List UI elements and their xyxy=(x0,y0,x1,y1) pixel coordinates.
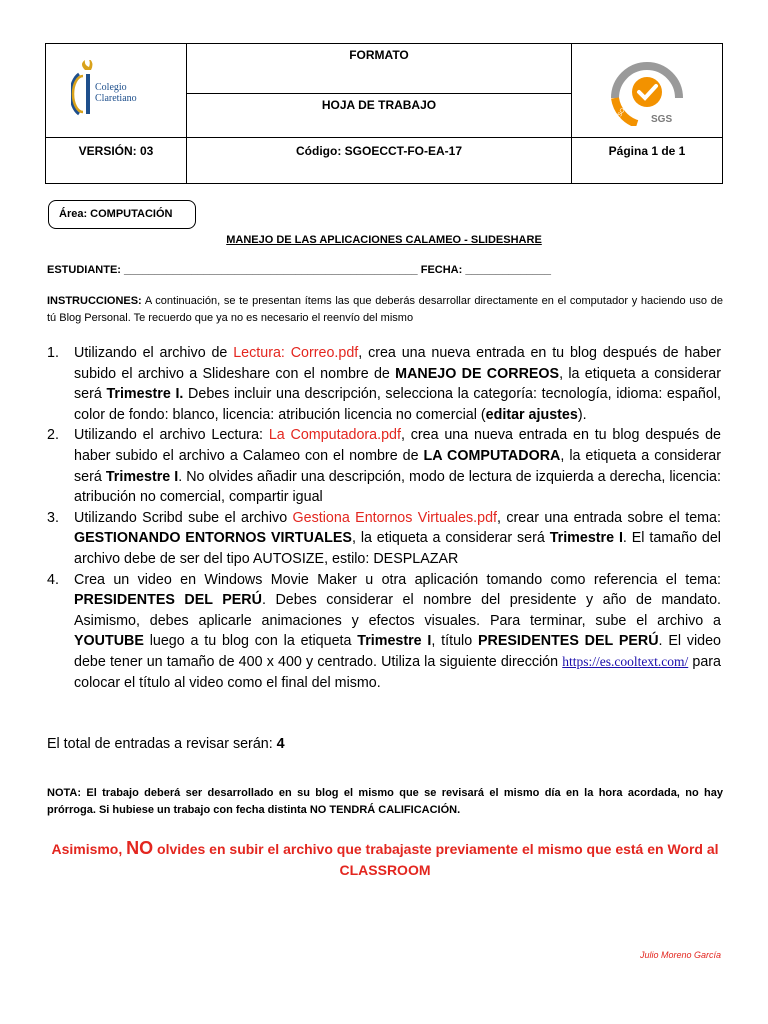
task-text: . Debes considerar el nombre del presidente y año de mandato. Asimismo, debes aplicarle animaciones y efectos visuales. Para terminar, sube el archivo a xyxy=(74,592,722,629)
task-bold: PRESIDENTES DEL PERÚ xyxy=(74,592,262,609)
task-list xyxy=(47,343,721,693)
instructions-label: INSTRUCCIONES: xyxy=(47,295,142,307)
student-blank: ________________________________________________ xyxy=(124,264,418,276)
task-text: . El tamaño del archivo debe de ser del tipo AUTOSIZE, estilo: DESPLAZAR xyxy=(74,530,721,567)
formato-label: FORMATO xyxy=(349,48,409,62)
total-value: 4 xyxy=(276,736,285,752)
task-item-3 xyxy=(47,508,721,570)
logo-text-line2: Claretiano xyxy=(95,93,137,104)
fecha-label: FECHA: xyxy=(420,264,463,276)
colegio-claretiano-logo xyxy=(71,60,161,120)
header-table xyxy=(45,43,723,184)
task-text: Utilizando el archivo de xyxy=(74,345,234,361)
task-text: , crear una entrada sobre el tema: xyxy=(497,509,721,526)
fecha-blank: ______________ xyxy=(465,264,552,276)
hoja-label: HOJA DE TRABAJO xyxy=(321,97,437,112)
page-title: MANEJO DE LAS APLICACIONES CALAMEO - SLIDESHARE xyxy=(226,234,542,246)
file-name-red: Gestiona Entornos Virtuales.pdf xyxy=(292,509,498,526)
task-bold: GESTIONANDO ENTORNOS VIRTUALES xyxy=(74,530,352,547)
task-bold: editar ajustes xyxy=(485,406,578,423)
total-entries xyxy=(47,736,285,752)
area-box: Área: COMPUTACIÓN xyxy=(48,200,196,229)
certification-logo-cell xyxy=(572,44,723,138)
total-text: El total de entradas a revisar serán: xyxy=(47,736,277,752)
codigo-label: Código: SGOECCT-FO-EA-17 xyxy=(296,143,462,158)
task-text: , título xyxy=(431,633,478,650)
iso-ring-text: ISO 9001 xyxy=(616,94,635,120)
task-number: 1. xyxy=(47,345,59,361)
task-number: 3. xyxy=(47,509,59,526)
task-bold: Trimestre I. xyxy=(106,386,184,403)
task-text: , crea una nueva entrada en tu blog después de haber subido el archivo a Calameo con el nombre de xyxy=(74,427,721,464)
student-label: ESTUDIANTE: xyxy=(47,264,121,276)
task-text: , la etiqueta a considerar será xyxy=(74,447,721,485)
task-bold: MANEJO DE CORREOS xyxy=(395,365,560,382)
task-text: , la etiqueta a considerar será xyxy=(351,530,550,547)
task-text: Debes incluir una descripción, selecciona la categoría: tecnología, idioma: español, color de fondo: blanco, licencia: atribución licencia no comercial ( xyxy=(74,386,721,423)
task-text: . No olvides añadir una descripción, modo de lectura de izquierda a derecha, licencia: atribución no comercial, compartir igual xyxy=(74,468,721,506)
task-bold: Trimestre I xyxy=(105,468,179,485)
task-bold: Trimestre I xyxy=(549,530,623,547)
task-text: . El video debe tener un tamaño de 400 x 400 y centrado. Utiliza la siguiente dirección xyxy=(74,633,722,670)
task-text: , crea una nueva entrada en tu blog después de haber subido el archivo a Slideshare con el nombre de xyxy=(74,345,721,382)
task-item-1 xyxy=(47,343,721,425)
note: NOTA: El trabajo deberá ser desarrollado en su blog el mismo que se revisará el mismo día en la hora acordada, no hay prórroga. Si hubiese un trabajo con fecha distinta NO TENDRÁ CALIFICACIÓN. xyxy=(47,787,723,816)
task-text: Utilizando Scribd sube el archivo xyxy=(74,509,293,526)
task-text: ). xyxy=(577,406,587,423)
task-text: Crea un video en Windows Movie Maker u otra aplicación tomando como referencia el tema: xyxy=(74,571,721,588)
task-text: , la etiqueta a considerar será xyxy=(74,365,721,403)
task-item-2 xyxy=(47,425,721,507)
classroom-reminder xyxy=(47,838,723,881)
pagina-cell xyxy=(572,137,723,183)
instructions-text: A continuación, se te presentan ítems las que deberás desarrollar directamente en el computador y haciendo uso de tú Blog Personal. Te recuerdo que ya no es necesario el reenvío del mismo xyxy=(47,295,723,324)
file-name-red: La Computadora.pdf xyxy=(268,427,401,444)
hoja-cell xyxy=(187,93,572,137)
author-signature: Julio Moreno García xyxy=(639,950,721,960)
codigo-cell xyxy=(187,137,572,183)
task-text: para colocar el título al video como el final del mismo. xyxy=(74,653,721,691)
task-bold: LA COMPUTADORA xyxy=(423,447,561,464)
file-name-red: Lectura: Correo.pdf xyxy=(233,345,359,361)
cooltext-link[interactable]: https://es.cooltext.com/ xyxy=(562,653,689,669)
task-bold: Trimestre I xyxy=(357,633,432,650)
student-line xyxy=(47,264,551,276)
instructions xyxy=(47,293,723,327)
reminder-text: Asimismo, xyxy=(51,841,127,857)
reminder-text: olvides en subir el archivo que trabajaste previamente el mismo que está en Word al CLASSROOM xyxy=(153,841,719,878)
version-label: VERSIÓN: 03 xyxy=(78,143,154,158)
sgs-text: SGS xyxy=(651,114,673,125)
school-logo-cell xyxy=(46,44,187,138)
version-cell xyxy=(46,137,187,183)
task-number: 2. xyxy=(47,427,59,444)
sgs-iso-certification-logo xyxy=(607,54,687,126)
task-text: luego a tu blog con la etiqueta xyxy=(143,633,358,650)
task-number: 4. xyxy=(47,571,59,588)
pagina-label: Página 1 de 1 xyxy=(608,143,686,158)
reminder-no: NO xyxy=(126,838,154,858)
logo-text-line1: Colegio xyxy=(95,82,127,93)
task-bold: YOUTUBE xyxy=(74,633,144,650)
task-bold: PRESIDENTES DEL PERÚ xyxy=(477,633,659,650)
formato-cell xyxy=(187,44,572,94)
task-item-4 xyxy=(47,570,721,694)
task-text: Utilizando el archivo Lectura: xyxy=(74,427,269,444)
